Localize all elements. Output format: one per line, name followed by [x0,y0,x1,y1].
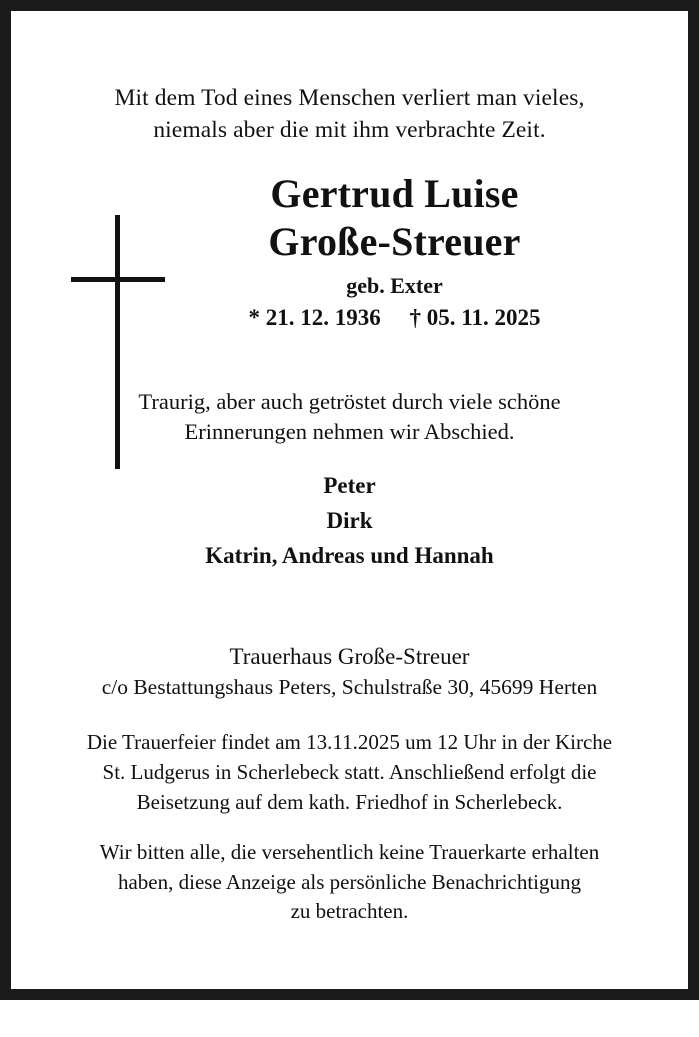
request-line-3: zu betrachten. [290,899,409,924]
mourning-house-title: Trauerhaus Große-Streuer [229,643,470,669]
ceremony-line-1: Die Trauerfeier findet am 13.11.2025 um 12 Uhr in der Kirche [86,730,613,755]
consolation-line-2: Erinnerungen nehmen wir Abschied. [184,418,515,444]
notification-request [23,838,676,927]
family-names-block [23,469,676,574]
mourning-house-block [23,642,676,703]
ceremony-line-2: St. Ludgerus in Scherlebeck statt. Anschließend erfolgt die [102,760,597,785]
family-name-2: Dirk [326,507,373,533]
obituary-inner-frame [10,10,689,990]
motto-line-1: Mit dem Tod eines Menschen verliert man vieles, [114,85,585,111]
family-name-3: Katrin, Andreas und Hannah [205,542,494,568]
cross-horizontal-bar [71,277,165,282]
ceremony-details [23,728,676,817]
deceased-life-dates: * 21. 12. 1936 † 05. 11. 2025 [248,304,541,330]
christian-cross-icon [65,215,175,475]
family-name-1: Peter [323,472,376,498]
request-line-2: haben, diese Anzeige als persönliche Benachrichtigung [117,869,581,894]
deceased-given-name: Gertrud Luise [270,171,519,217]
deceased-birth-name: geb. Exter [346,272,443,298]
cross-vertical-bar [115,215,120,469]
motto-line-2: niemals aber die mit ihm verbrachte Zeit. [153,116,546,143]
request-line-1: Wir bitten alle, die versehentlich keine Trauerkarte erhalten [99,839,600,864]
deceased-family-name: Große-Streuer [268,218,521,264]
motto-text [23,83,676,146]
ceremony-line-3: Beisetzung auf dem kath. Friedhof in Scherlebeck. [136,790,563,815]
obituary-content [23,83,676,1037]
consolation-line-1: Traurig, aber auch getröstet durch viele schöne [138,388,561,414]
mourning-house-address: c/o Bestattungshaus Peters, Schulstraße 30, 45699 Herten [101,675,598,700]
